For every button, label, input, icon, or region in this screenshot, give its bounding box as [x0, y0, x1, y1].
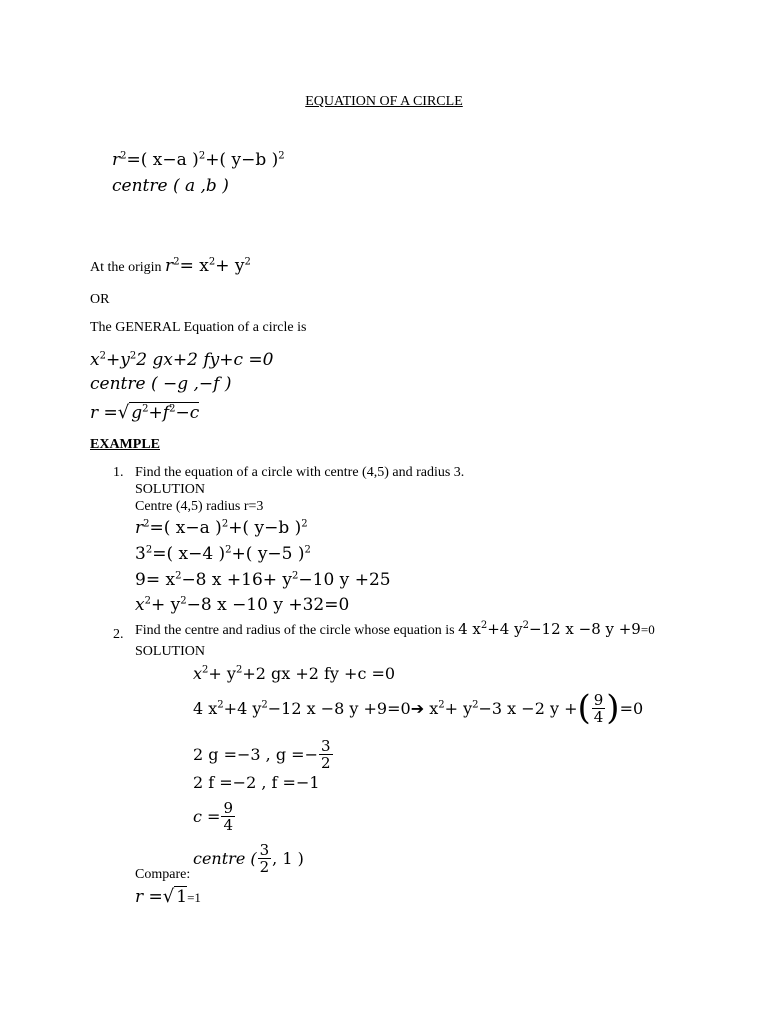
q2-step2-fraction: $\frac{9}{4}$: [593, 690, 604, 726]
q1-question: Find the equation of a circle with centre (4,5) and radius 3.: [135, 465, 465, 480]
origin-line: At the origin $r^2= x^2+ y^2$: [90, 256, 251, 276]
q1-solution-label: SOLUTION: [135, 482, 205, 497]
general-equation: $x^2+y^22$ gx+2 fy+c =0: [90, 350, 274, 370]
q1-number: 1.: [113, 465, 124, 480]
or-text: OR: [90, 292, 110, 307]
q2-step2: 4 $x^2+4$ $y^2-12$ x −8 y +9=0➔ $x^2+ y^2-3$ x −2 y + ( $\frac{9}{4}$ ) =0: [193, 688, 644, 728]
q1-given: Centre (4,5) radius r=3: [135, 499, 264, 514]
general-radius: r =√ $g^2+f^2-c$: [90, 402, 200, 423]
q2-radius: r =√ 1=1: [135, 886, 201, 907]
q2-question: Find the centre and radius of the circle whose equation is: [135, 623, 459, 638]
q1-line2: $3^2=$( x−4 )$^2$+( y−5 )$^2$: [135, 544, 311, 564]
general-intro: The GENERAL Equation of a circle is: [90, 320, 307, 335]
q2-question-line: Find the centre and radius of the circle whose equation is 4 $x^2+4$ $y^2-12$ x −8 y +9=0: [135, 620, 655, 638]
general-centre: centre ( −g ,−f ): [90, 374, 232, 394]
q2-step5: c = $\frac{9}{4}$: [193, 798, 233, 834]
q2-compare: Compare:: [135, 867, 191, 882]
q2-step1: $x^2+ y^2+2$ gx +2 fy +c =0: [193, 664, 396, 683]
standard-equation: $r^2=$( x−a )$^2$+( y−b )$^2$: [112, 150, 285, 170]
page-title: EQUATION OF A CIRCLE: [305, 94, 463, 109]
q1-line4: $x^2+ y^2-8$ x −10 y +32=0: [135, 595, 350, 615]
q2-step6: centre ( $\frac{3}{2}$ , 1 ): [193, 840, 304, 876]
q2-solution-label: SOLUTION: [135, 644, 205, 659]
example-heading: EXAMPLE: [90, 437, 160, 452]
q2-step3: 2 g =−3 , g =− $\frac{3}{2}$: [193, 736, 331, 772]
q2-number: 2.: [113, 627, 124, 642]
q2-step4: 2 f =−2 , f =−1: [193, 773, 320, 792]
standard-centre: centre ( a ,b ): [112, 176, 229, 196]
origin-label: At the origin: [90, 260, 166, 275]
standard-r: r: [112, 150, 121, 170]
q1-line1: $r^2=$( x−a )$^2$+( y−b )$^2$: [135, 518, 308, 538]
q1-line3: $9= x^2-8$ $x +16+ y^2-10$ y +25: [135, 570, 391, 590]
